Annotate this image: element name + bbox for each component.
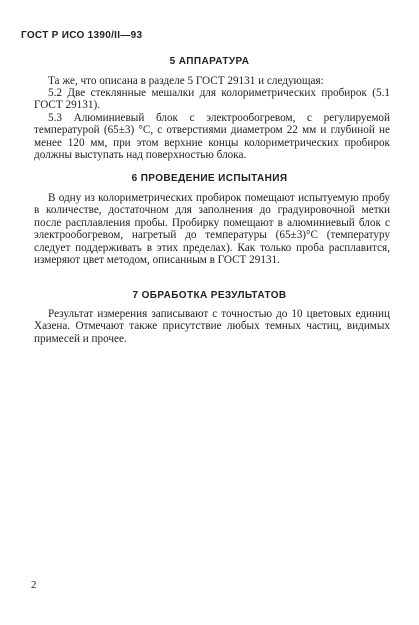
section-7-body: Результат измерения записывают с точностью до 10 цветовых единиц Хазена. Отмечают также присутствие любых темных частиц, видимых примесей и прочее. (34, 308, 390, 345)
section-5-title: 5 АППАРАТУРА (169, 56, 250, 67)
section-5-intro: Та же, что описана в разделе 5 ГОСТ 29131 и следующая: (48, 75, 324, 87)
page-number: 2 (31, 579, 37, 591)
section-5-item-2: 5.2 Две стеклянные мешалки для колориметрических пробирок (5.1 ГОСТ 29131). (34, 87, 390, 112)
section-6-body: В одну из колориметрических пробирок помещают испытуемую пробу в количестве, достаточном для заполнения до градуировочной метки после расплавления пробы. Пробирку помещают в алюминиевый блок с электрообогревом, нагретый до температуры (65±3)°С (температуру следует поддерживать в этих пределах). Как только проба расплавится, измеряют цвет методом, описанным в ГОСТ 29131. (34, 192, 390, 267)
section-6-title: 6 ПРОВЕДЕНИЕ ИСПЫТАНИЯ (131, 173, 288, 184)
document-header: ГОСТ Р ИСО 1390/II—93 (21, 30, 143, 41)
section-5-item-3: 5.3 Алюминиевый блок с электрообогревом, с регулируемой температурой (65±3) °С, с отверстиями диаметром 22 мм и глубиной не менее 120 мм, при этом верхние концы колориметрических пробирок должны выступать над поверхностью блока. (34, 112, 390, 162)
section-7-title: 7 ОБРАБОТКА РЕЗУЛЬТАТОВ (132, 290, 287, 301)
